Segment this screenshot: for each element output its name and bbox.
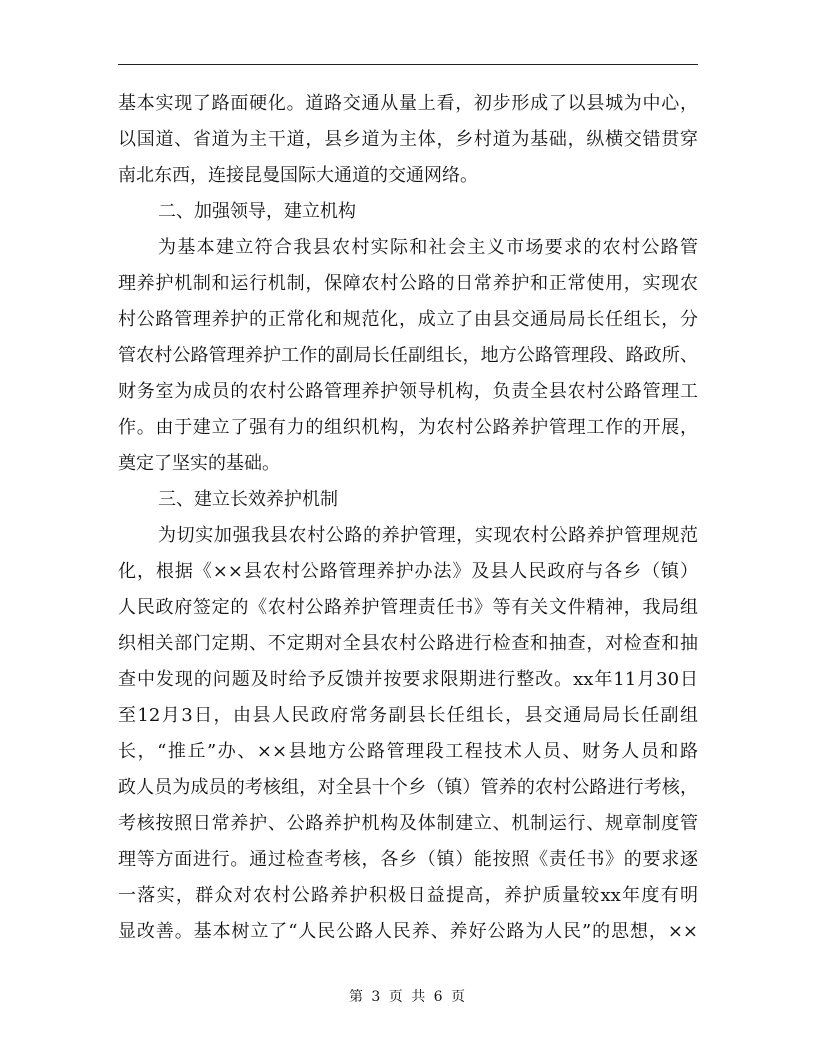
text-line: 考核按照日常养护、公路养护机构及体制建立、机制运行、规章制度管 [118, 813, 698, 834]
text-line: 理养护机制和运行机制，保障农村公路的日常养护和正常使用，实现农 [118, 273, 698, 294]
page-number: 第 3 页 共 6 页 [348, 989, 468, 1005]
text-line: 基本实现了路面硬化。道路交通从量上看，初步形成了以县城为中心， [118, 93, 698, 114]
text-line: 一落实，群众对农村公路养护积极日益提高，养护质量较xx年度有明 [118, 885, 698, 906]
text-line: 织相关部门定期、不定期对全县农村公路进行检查和抽查，对检查和抽 [118, 633, 698, 654]
text-line: 查中发现的问题及时给予反馈并按要求限期进行整改。xx年11月30日 [118, 669, 698, 690]
text-line: 人民政府签定的《农村公路养护管理责任书》等有关文件精神，我局组 [118, 597, 698, 618]
text-line: 管农村公路管理养护工作的副局长任副组长，地方公路管理段、路政所、 [118, 345, 698, 366]
text-line: 村公路管理养护的正常化和规范化，成立了由县交通局局长任组长，分 [118, 309, 698, 330]
text-line: 以国道、省道为主干道，县乡道为主体，乡村道为基础，纵横交错贯穿 [118, 129, 698, 150]
text-line: 理等方面进行。通过检查考核，各乡（镇）能按照《责任书》的要求逐 [118, 849, 698, 870]
header-rule [118, 64, 698, 65]
text-line: 南北东西，连接昆曼国际大通道的交通网络。 [118, 165, 478, 186]
text-line: 奠定了坚实的基础。 [118, 453, 280, 474]
text-line: 至12月3日，由县人民政府常务副县长任组长，县交通局局长任副组 [118, 705, 698, 726]
text-line: 为基本建立符合我县农村实际和社会主义市场要求的农村公路管 [158, 237, 698, 258]
text-line: 为切实加强我县农村公路的养护管理，实现农村公路养护管理规范 [158, 525, 698, 546]
text-line: 显改善。基本树立了“人民公路人民养、养好公路为人民”的思想，×× [118, 921, 698, 942]
section-heading: 三、建立长效养护机制 [158, 489, 338, 510]
text-line: 化，根据《××县农村公路管理养护办法》及县人民政府与各乡（镇） [118, 561, 698, 582]
text-line: 政人员为成员的考核组，对全县十个乡（镇）管养的农村公路进行考核， [118, 777, 698, 798]
text-line: 长，“推丘”办、××县地方公路管理段工程技术人员、财务人员和路 [118, 741, 698, 762]
section-heading: 二、加强领导，建立机构 [158, 201, 356, 222]
text-line: 财务室为成员的农村公路管理养护领导机构，负责全县农村公路管理工 [118, 381, 698, 402]
text-line: 作。由于建立了强有力的组织机构，为农村公路养护管理工作的开展， [118, 417, 698, 438]
